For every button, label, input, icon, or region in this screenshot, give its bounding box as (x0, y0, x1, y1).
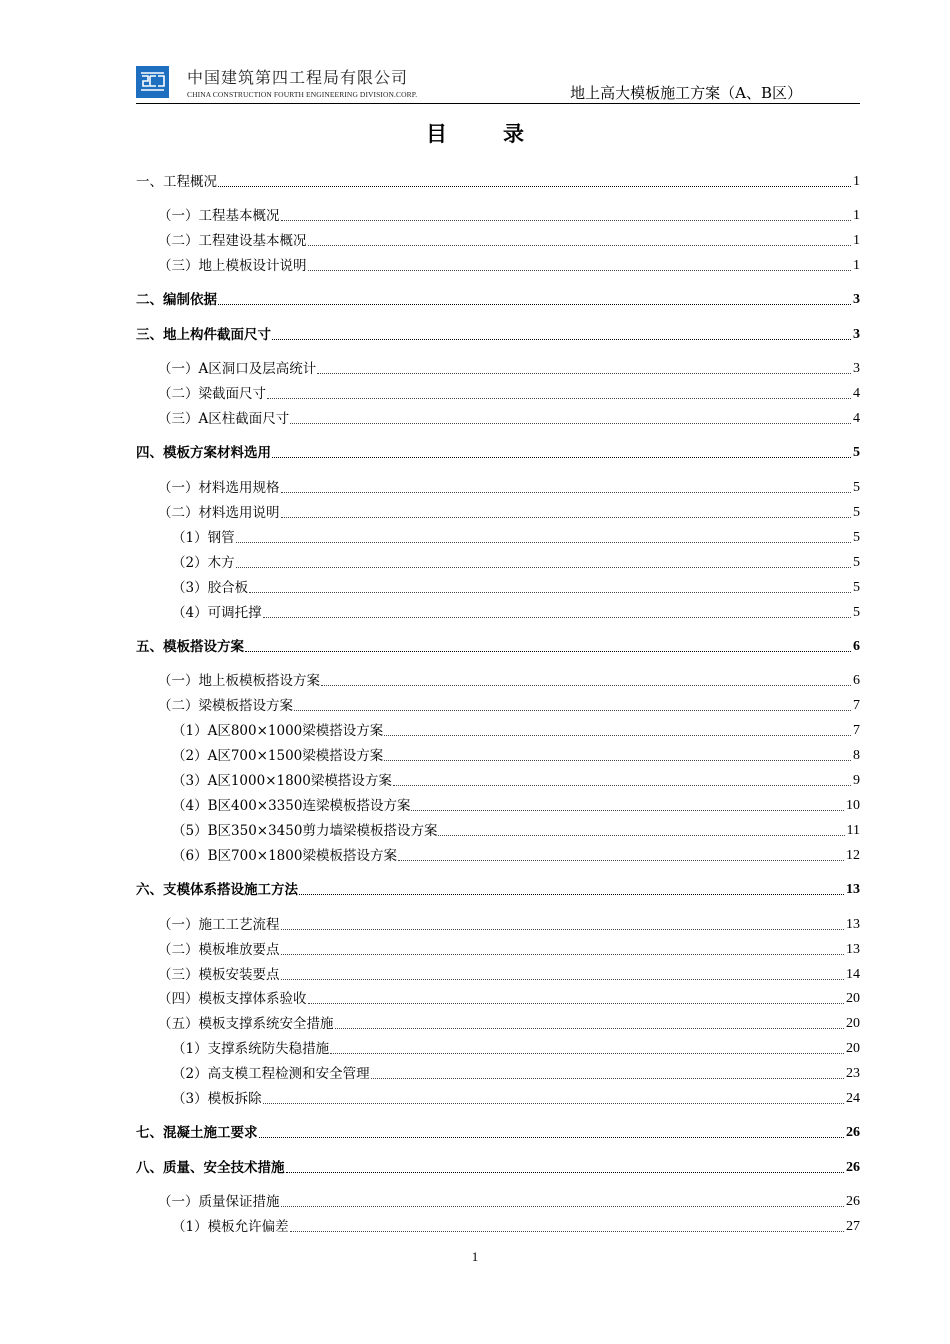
toc-entry-text: （四）模板支撑体系验收 (158, 991, 307, 1007)
toc-entry-page: 6 (853, 639, 860, 654)
toc-leader-dots (308, 256, 852, 271)
toc-entry-text: 三、地上构件截面尺寸 (136, 327, 271, 343)
toc-entry[interactable] (136, 599, 860, 621)
toc-leader-dots (384, 746, 851, 761)
toc-leader-dots (281, 940, 845, 955)
document-title: 地上高大模板施工方案（A、B区） (570, 84, 802, 102)
toc-leader-dots (281, 503, 852, 518)
toc-entry-page: 4 (853, 411, 860, 426)
toc-entry-text: （三）A区柱截面尺寸 (158, 411, 290, 427)
toc-title-char-2: 录 (503, 121, 524, 146)
toc-entry[interactable] (136, 380, 860, 402)
toc-leader-dots (272, 325, 851, 340)
toc-entry-page: 20 (846, 1041, 860, 1056)
toc-entry-text: （二）梁模板搭设方案 (158, 698, 293, 714)
toc-leader-dots (290, 1217, 844, 1232)
toc-leader-dots (335, 1014, 845, 1029)
toc-entry[interactable] (136, 1085, 860, 1107)
page-header (136, 62, 860, 104)
header-rule (136, 103, 860, 104)
toc-leader-dots (321, 671, 851, 686)
toc-entry-text: （二）梁截面尺寸 (158, 386, 266, 402)
toc-leader-dots (438, 821, 844, 836)
toc-entry-text: （1）模板允许偏差 (172, 1219, 289, 1235)
toc-entry[interactable] (136, 742, 860, 764)
toc-entry[interactable] (136, 1119, 860, 1141)
toc-entry[interactable] (136, 286, 860, 308)
toc-leader-dots (281, 915, 845, 930)
cscec-logo-icon (136, 66, 169, 98)
toc-leader-dots (411, 796, 844, 811)
toc-entry-text: （一）施工工艺流程 (158, 917, 280, 933)
toc-entry-page: 9 (853, 773, 860, 788)
toc-leader-dots (308, 989, 845, 1004)
toc-entry-text: 八、质量、安全技术措施 (136, 1160, 285, 1176)
toc-entry[interactable] (136, 474, 860, 496)
toc-entry[interactable] (136, 574, 860, 596)
toc-leader-dots (290, 409, 851, 424)
toc-entry-text: （4）可调托撑 (172, 605, 262, 621)
toc-entry[interactable] (136, 792, 860, 814)
toc-leader-dots (249, 578, 851, 593)
toc-leader-dots (267, 384, 851, 399)
toc-entry[interactable] (136, 842, 860, 864)
toc-entry[interactable] (136, 667, 860, 689)
toc-entry[interactable] (136, 549, 860, 571)
toc-entry-text: （2）高支模工程检测和安全管理 (172, 1066, 370, 1082)
toc-entry-page: 5 (853, 445, 860, 460)
toc-entry-text: （二）工程建设基本概况 (158, 233, 307, 249)
toc-entry[interactable] (136, 717, 860, 739)
toc-leader-dots (384, 721, 851, 736)
toc-leader-dots (317, 359, 851, 374)
toc-entry-page: 3 (853, 361, 860, 376)
toc-entry-text: （一）地上板模板搭设方案 (158, 673, 320, 689)
toc-leader-dots (218, 172, 851, 187)
toc-entry-page: 3 (853, 327, 860, 342)
toc-entry-text: （一）工程基本概况 (158, 208, 280, 224)
toc-entry[interactable] (136, 767, 860, 789)
toc-entry-page: 23 (846, 1066, 860, 1081)
toc-entry-page: 5 (853, 480, 860, 495)
toc-entry-text: 五、模板搭设方案 (136, 639, 244, 655)
company-name-cn: 中国建筑第四工程局有限公司 (187, 68, 409, 87)
toc-entry-page: 5 (853, 555, 860, 570)
toc-leader-dots (286, 1158, 845, 1173)
toc-entry-text: （1）支撑系统防失稳措施 (172, 1041, 330, 1057)
toc-entry-page: 26 (846, 1194, 860, 1209)
toc-leader-dots (371, 1064, 844, 1079)
toc-entry-page: 13 (846, 882, 860, 897)
toc-entry[interactable] (136, 1188, 860, 1210)
toc-entry-text: 二、编制依据 (136, 292, 217, 308)
toc-entry-text: （4）B区400×3350连梁模板搭设方案 (172, 798, 411, 814)
toc-entry[interactable] (136, 202, 860, 224)
toc-entry-page: 27 (846, 1219, 860, 1234)
toc-entry-page: 5 (853, 505, 860, 520)
toc-entry-text: （1）钢管 (172, 530, 235, 546)
toc-entry-text: （二）材料选用说明 (158, 505, 280, 521)
toc-entry-text: 六、支模体系搭设施工方法 (136, 882, 298, 898)
toc-entry[interactable] (136, 252, 860, 274)
toc-leader-dots (259, 1123, 845, 1138)
toc-title-char-1: 目 (426, 121, 447, 146)
toc-leader-dots (272, 443, 851, 458)
toc-entry-page: 6 (853, 673, 860, 688)
toc-entry-page: 13 (846, 917, 860, 932)
toc-leader-dots (393, 771, 851, 786)
toc-entry-page: 26 (846, 1125, 860, 1140)
toc-entry-page: 8 (853, 748, 860, 763)
toc-entry-text: （6）B区700×1800梁模板搭设方案 (172, 848, 397, 864)
toc-entry-page: 1 (853, 208, 860, 223)
toc-leader-dots (281, 965, 845, 980)
toc-entry[interactable] (136, 1060, 860, 1082)
toc-leader-dots (281, 1192, 845, 1207)
toc-entry[interactable] (136, 227, 860, 249)
toc-leader-dots (294, 696, 851, 711)
toc-entry-page: 13 (846, 942, 860, 957)
toc-entry-page: 12 (846, 848, 860, 863)
toc-entry[interactable] (136, 1213, 860, 1235)
toc-entry[interactable] (136, 439, 860, 461)
toc-entry[interactable] (136, 1010, 860, 1032)
toc-entry[interactable] (136, 168, 860, 190)
toc-entry-page: 5 (853, 605, 860, 620)
toc-leader-dots (281, 206, 852, 221)
toc-entry[interactable] (136, 633, 860, 655)
toc-title (0, 118, 950, 148)
toc-leader-dots (263, 603, 851, 618)
toc-entry-text: 一、工程概况 (136, 174, 217, 190)
toc-entry-text: （3）模板拆除 (172, 1091, 262, 1107)
toc-entry[interactable] (136, 524, 860, 546)
toc-entry-text: （5）B区350×3450剪力墙梁模板搭设方案 (172, 823, 438, 839)
toc-entry-text: 七、混凝土施工要求 (136, 1125, 258, 1141)
toc-leader-dots (236, 553, 851, 568)
toc-entry-text: （2）A区700×1500梁模搭设方案 (172, 748, 384, 764)
company-name-en: CHINA CONSTRUCTION FOURTH ENGINEERING DIVISION.CORP. (187, 90, 418, 99)
toc-entry-text: （三）模板安装要点 (158, 967, 280, 983)
toc-entry-page: 24 (846, 1091, 860, 1106)
toc-entry[interactable] (136, 499, 860, 521)
toc-entry-text: （一）材料选用规格 (158, 480, 280, 496)
toc-entry-page: 10 (846, 798, 860, 813)
toc-entry[interactable] (136, 692, 860, 714)
toc-entry[interactable] (136, 1154, 860, 1176)
toc-entry-page: 20 (846, 1016, 860, 1031)
toc-leader-dots (398, 846, 844, 861)
toc-entry-page: 4 (853, 386, 860, 401)
toc-entry-page: 14 (846, 967, 860, 982)
toc-leader-dots (281, 478, 852, 493)
toc-entry[interactable] (136, 817, 860, 839)
toc-leader-dots (218, 290, 851, 305)
toc-entry-page: 11 (846, 823, 860, 838)
toc-leader-dots (330, 1039, 844, 1054)
toc-entry-page: 1 (853, 258, 860, 273)
toc-entry-text: （3）胶合板 (172, 580, 249, 596)
toc-entry-text: （一）A区洞口及层高统计 (158, 361, 317, 377)
toc-entry-page: 20 (846, 991, 860, 1006)
toc-entry[interactable] (136, 876, 860, 898)
toc-entry-page: 1 (853, 233, 860, 248)
toc-entry-text: （3）A区1000×1800梁模搭设方案 (172, 773, 392, 789)
toc-entry-text: （三）地上模板设计说明 (158, 258, 307, 274)
toc-entry[interactable] (136, 985, 860, 1007)
toc-entry-text: （五）模板支撑系统安全措施 (158, 1016, 334, 1032)
toc-leader-dots (245, 637, 851, 652)
toc-leader-dots (236, 528, 851, 543)
toc-entry[interactable] (136, 911, 860, 933)
toc-entry[interactable] (136, 1035, 860, 1057)
toc-entry[interactable] (136, 321, 860, 343)
toc-entry[interactable] (136, 355, 860, 377)
toc-entry-page: 1 (853, 174, 860, 189)
toc-entry-text: （二）模板堆放要点 (158, 942, 280, 958)
toc-entry-page: 7 (853, 723, 860, 738)
page-number: 1 (471, 1249, 479, 1264)
toc-entry-page: 26 (846, 1160, 860, 1175)
toc-entry-text: （2）木方 (172, 555, 235, 571)
toc-leader-dots (308, 231, 852, 246)
toc-leader-dots (299, 880, 844, 895)
toc-entry-page: 7 (853, 698, 860, 713)
toc-entry[interactable] (136, 405, 860, 427)
toc-entry[interactable] (136, 936, 860, 958)
toc-entry[interactable] (136, 961, 860, 983)
toc-entry-text: 四、模板方案材料选用 (136, 445, 271, 461)
toc-entry-page: 3 (853, 292, 860, 307)
toc-entry-page: 5 (853, 580, 860, 595)
toc-entry-text: （1）A区800×1000梁模搭设方案 (172, 723, 384, 739)
toc-entry-text: （一）质量保证措施 (158, 1194, 280, 1210)
toc-entry-page: 5 (853, 530, 860, 545)
toc-leader-dots (263, 1089, 844, 1104)
